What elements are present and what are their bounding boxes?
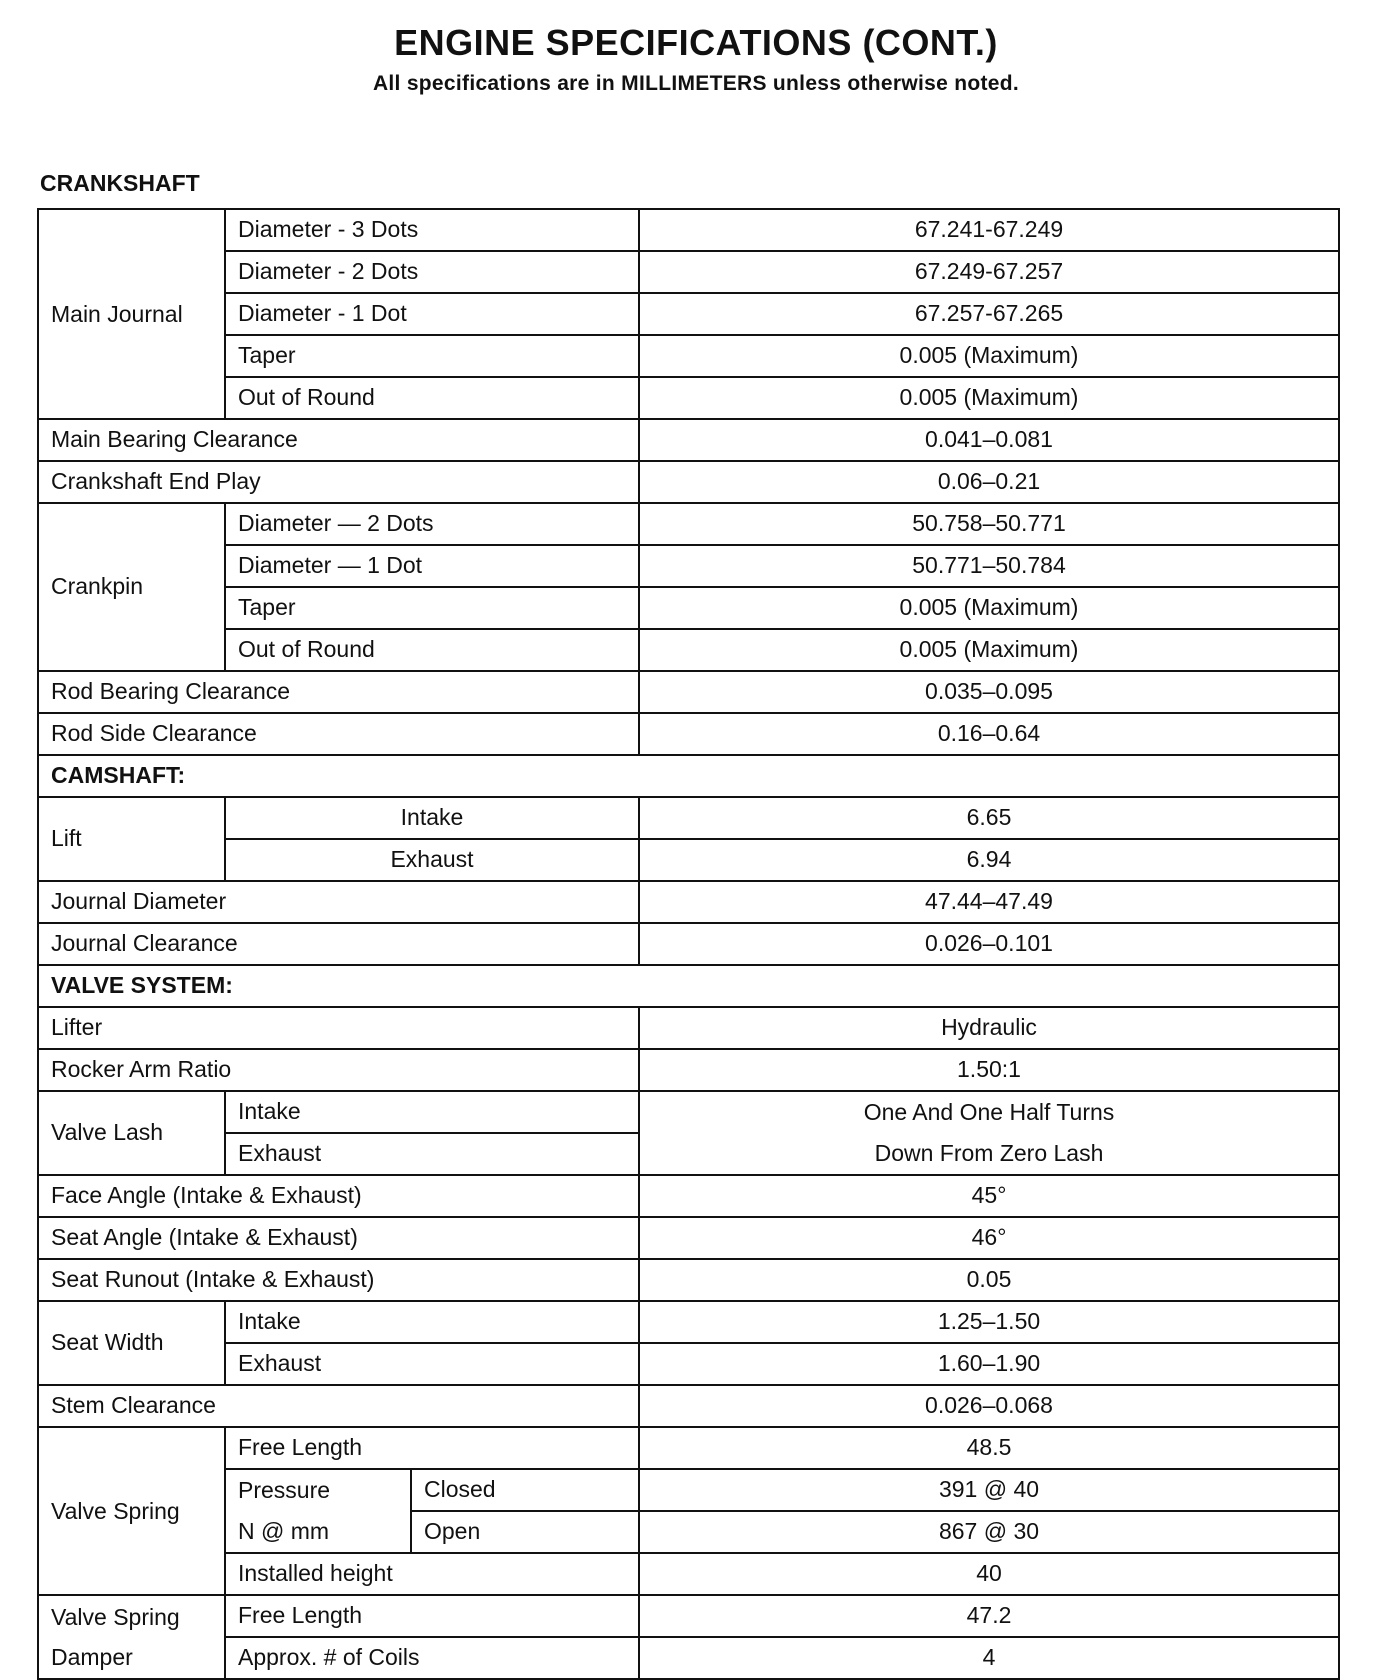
section-header-valve-system: VALVE SYSTEM: <box>38 965 1339 1007</box>
row-group-label: Lift <box>38 797 225 881</box>
spec-value: 47.2 <box>639 1595 1339 1637</box>
spec-name: Journal Diameter <box>38 881 639 923</box>
table-row <box>38 1133 1339 1175</box>
spec-value: 50.758–50.771 <box>639 503 1339 545</box>
table-row <box>38 1259 1339 1301</box>
spec-name: Stem Clearance <box>38 1385 639 1427</box>
spec-value: 46° <box>639 1217 1339 1259</box>
pressure-unit-label: N @ mm <box>225 1511 411 1553</box>
spec-value: 67.241-67.249 <box>639 209 1339 251</box>
spec-value: 0.005 (Maximum) <box>639 335 1339 377</box>
spec-value: 0.026–0.068 <box>639 1385 1339 1427</box>
row-group-label: Valve Lash <box>38 1091 225 1175</box>
table-row <box>38 839 1339 881</box>
spec-value: One And One Half Turns <box>639 1091 1339 1133</box>
spec-value: 67.257-67.265 <box>639 293 1339 335</box>
spec-value: 0.026–0.101 <box>639 923 1339 965</box>
table-row <box>38 1217 1339 1259</box>
spec-name: Out of Round <box>225 377 639 419</box>
spec-name: Free Length <box>225 1427 639 1469</box>
spec-value: 45° <box>639 1175 1339 1217</box>
spec-name: Free Length <box>225 1595 639 1637</box>
row-group-label: Valve Spring <box>38 1427 225 1595</box>
spec-name: Diameter - 2 Dots <box>225 251 639 293</box>
spec-value: 67.249-67.257 <box>639 251 1339 293</box>
row-group-label: Seat Width <box>38 1301 225 1385</box>
spec-name: Rocker Arm Ratio <box>38 1049 639 1091</box>
page-subtitle: All specifications are in MILLIMETERS unless otherwise noted. <box>372 72 1020 95</box>
spec-value: 0.05 <box>639 1259 1339 1301</box>
table-row <box>38 377 1339 419</box>
table-row <box>38 1469 1339 1511</box>
table-row <box>38 293 1339 335</box>
table-row <box>38 1385 1339 1427</box>
table-row <box>38 1511 1339 1553</box>
table-row <box>38 1091 1339 1133</box>
table-row <box>38 209 1339 251</box>
spec-name: Out of Round <box>225 629 639 671</box>
spec-name: Seat Angle (Intake & Exhaust) <box>38 1217 639 1259</box>
spec-name: Rod Bearing Clearance <box>38 671 639 713</box>
table-row <box>38 629 1339 671</box>
spec-name: Taper <box>225 335 639 377</box>
spec-name: Intake <box>225 1301 639 1343</box>
row-group-label: Valve Spring Damper <box>38 1595 225 1679</box>
spec-name: Intake <box>225 797 639 839</box>
table-row <box>38 503 1339 545</box>
table-row <box>38 251 1339 293</box>
section-header-camshaft: CAMSHAFT: <box>38 755 1339 797</box>
table-row <box>38 1343 1339 1385</box>
page-title: ENGINE SPECIFICATIONS (CONT.) <box>394 22 998 63</box>
spec-name: Diameter - 1 Dot <box>225 293 639 335</box>
table-row <box>38 1049 1339 1091</box>
spec-value: 48.5 <box>639 1427 1339 1469</box>
table-row <box>38 1595 1339 1637</box>
spec-value: 40 <box>639 1553 1339 1595</box>
table-row <box>38 881 1339 923</box>
spec-name: Face Angle (Intake & Exhaust) <box>38 1175 639 1217</box>
spec-name: Exhaust <box>225 1133 639 1175</box>
section-label-crankshaft: CRANKSHAFT <box>40 170 200 196</box>
table-row <box>38 335 1339 377</box>
table-row <box>38 1175 1339 1217</box>
spec-value: 1.25–1.50 <box>639 1301 1339 1343</box>
spec-name: Rod Side Clearance <box>38 713 639 755</box>
spec-value: 0.005 (Maximum) <box>639 587 1339 629</box>
table-row <box>38 965 1339 1007</box>
pressure-label: Pressure <box>225 1469 411 1511</box>
table-row <box>38 923 1339 965</box>
spec-name: Exhaust <box>225 839 639 881</box>
spec-value: 0.005 (Maximum) <box>639 629 1339 671</box>
table-row <box>38 545 1339 587</box>
spec-value: 47.44–47.49 <box>639 881 1339 923</box>
spec-name: Crankshaft End Play <box>38 461 639 503</box>
table-row <box>38 797 1339 839</box>
spec-name: Exhaust <box>225 1343 639 1385</box>
spec-value: 0.041–0.081 <box>639 419 1339 461</box>
table-row <box>38 1637 1339 1679</box>
spec-value: Hydraulic <box>639 1007 1339 1049</box>
spec-value: 50.771–50.784 <box>639 545 1339 587</box>
row-group-label: Crankpin <box>38 503 225 671</box>
spec-value: 0.035–0.095 <box>639 671 1339 713</box>
table-row <box>38 419 1339 461</box>
table-row <box>38 1007 1339 1049</box>
spec-name: Diameter — 2 Dots <box>225 503 639 545</box>
spec-value: 0.06–0.21 <box>639 461 1339 503</box>
spec-value: 1.60–1.90 <box>639 1343 1339 1385</box>
spec-name: Journal Clearance <box>38 923 639 965</box>
spec-name: Main Bearing Clearance <box>38 419 639 461</box>
table-row <box>38 1427 1339 1469</box>
spec-name: Open <box>411 1511 639 1553</box>
table-row <box>38 755 1339 797</box>
spec-name: Taper <box>225 587 639 629</box>
spec-value: 1.50:1 <box>639 1049 1339 1091</box>
spec-value: 6.65 <box>639 797 1339 839</box>
spec-name: Diameter — 1 Dot <box>225 545 639 587</box>
row-group-label: Main Journal <box>38 209 225 419</box>
spec-value: 0.16–0.64 <box>639 713 1339 755</box>
table-row <box>38 587 1339 629</box>
spec-value: Down From Zero Lash <box>639 1133 1339 1175</box>
spec-name: Diameter - 3 Dots <box>225 209 639 251</box>
spec-name: Lifter <box>38 1007 639 1049</box>
table-row <box>38 671 1339 713</box>
table-row <box>38 1301 1339 1343</box>
table-row <box>38 713 1339 755</box>
spec-name: Installed height <box>225 1553 639 1595</box>
spec-value: 4 <box>639 1637 1339 1679</box>
spec-table <box>37 208 1340 1680</box>
spec-value: 867 @ 30 <box>639 1511 1339 1553</box>
spec-value: 0.005 (Maximum) <box>639 377 1339 419</box>
table-row <box>38 1553 1339 1595</box>
spec-name: Approx. # of Coils <box>225 1637 639 1679</box>
spec-value: 6.94 <box>639 839 1339 881</box>
spec-name: Closed <box>411 1469 639 1511</box>
spec-value: 391 @ 40 <box>639 1469 1339 1511</box>
spec-name: Intake <box>225 1091 639 1133</box>
table-row <box>38 461 1339 503</box>
spec-name: Seat Runout (Intake & Exhaust) <box>38 1259 639 1301</box>
